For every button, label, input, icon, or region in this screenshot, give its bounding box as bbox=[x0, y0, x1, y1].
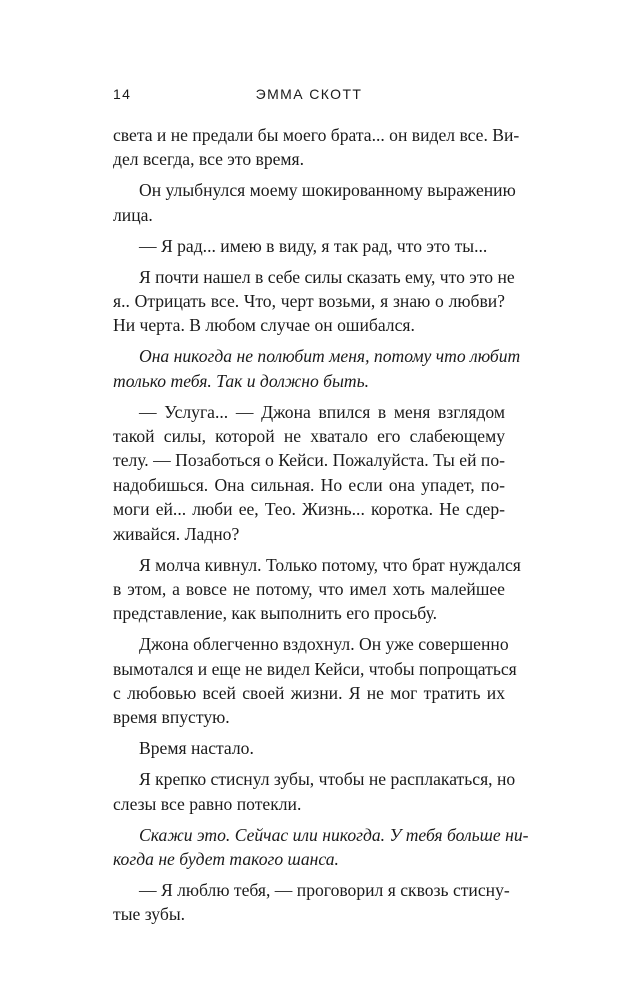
text-line: когда не будет такого шанса. bbox=[113, 848, 339, 869]
text-line: слезы все равно потекли. bbox=[113, 793, 302, 814]
body-text bbox=[113, 123, 529, 927]
paragraph bbox=[113, 767, 516, 816]
text-line: такой силы, которой не хватало его слабеющему bbox=[113, 425, 505, 446]
text-line: — Я рад... имею в виду, я так рад, что это ты... bbox=[139, 235, 488, 256]
text-line: дел всегда, все это время. bbox=[113, 149, 305, 170]
paragraph bbox=[113, 123, 520, 172]
text-line: — Я люблю тебя, — проговорил я сквозь стисну- bbox=[139, 879, 510, 900]
text-line: Время настало. bbox=[139, 738, 254, 759]
text-line: лица. bbox=[113, 204, 153, 225]
text-line: Я почти нашел в себе силы сказать ему, что это не bbox=[139, 266, 515, 287]
page-header bbox=[113, 86, 505, 106]
text-line: телу. — Позаботься о Кейси. Пожалуйста. Ты ей по- bbox=[113, 450, 505, 471]
text-line: Скажи это. Сейчас или никогда. У тебя больше ни- bbox=[139, 824, 529, 845]
text-line: надобишься. Она сильная. Но если она упадет, по- bbox=[113, 474, 505, 495]
text-line: только тебя. Так и должно быть. bbox=[113, 370, 370, 391]
text-line: в этом, а вовсе не потому, что имел хоть малейшее bbox=[113, 578, 505, 599]
paragraph bbox=[113, 400, 505, 546]
text-line: время впустую. bbox=[113, 707, 230, 728]
text-line: Джона облегченно вздохнул. Он уже совершенно bbox=[139, 634, 509, 655]
text-line: Он улыбнулся моему шокированному выражению bbox=[139, 180, 516, 201]
text-line: вымотался и еще не видел Кейси, чтобы попрощаться bbox=[113, 658, 517, 679]
text-line: моги ей... люби ее, Тео. Жизнь... коротка. Не сдер- bbox=[113, 499, 505, 520]
paragraph bbox=[113, 344, 521, 393]
page-number: 14 bbox=[113, 86, 132, 102]
text-line: я.. Отрицать все. Что, черт возьми, я знаю о любви? bbox=[113, 290, 505, 311]
paragraph bbox=[113, 234, 505, 258]
text-line: живайся. Ладно? bbox=[113, 523, 240, 544]
paragraph bbox=[113, 265, 515, 338]
text-line: Я крепко стиснул зубы, чтобы не расплакаться, но bbox=[139, 769, 516, 790]
text-line: с любовью всей своей жизни. Я не мог тратить их bbox=[113, 683, 505, 704]
text-line: представление, как выполнить его просьбу. bbox=[113, 603, 438, 624]
text-line: света и не предали бы моего брата... он видел все. Ви- bbox=[113, 125, 520, 145]
text-line: Ни черта. В любом случае он ошибался. bbox=[113, 315, 415, 336]
paragraph bbox=[113, 878, 510, 927]
text-line: Она никогда не полюбит меня, потому что любит bbox=[139, 346, 521, 367]
text-line: — Услуга... — Джона впился в меня взглядом bbox=[139, 401, 505, 422]
text-line: Я молча кивнул. Только потому, что брат нуждался bbox=[139, 554, 521, 575]
paragraph bbox=[113, 736, 505, 760]
paragraph bbox=[113, 178, 516, 227]
paragraph bbox=[113, 632, 517, 730]
paragraph bbox=[113, 553, 521, 626]
text-line: тые зубы. bbox=[113, 904, 186, 925]
running-head-author: ЭММА СКОТТ bbox=[255, 86, 363, 102]
paragraph bbox=[113, 823, 529, 872]
